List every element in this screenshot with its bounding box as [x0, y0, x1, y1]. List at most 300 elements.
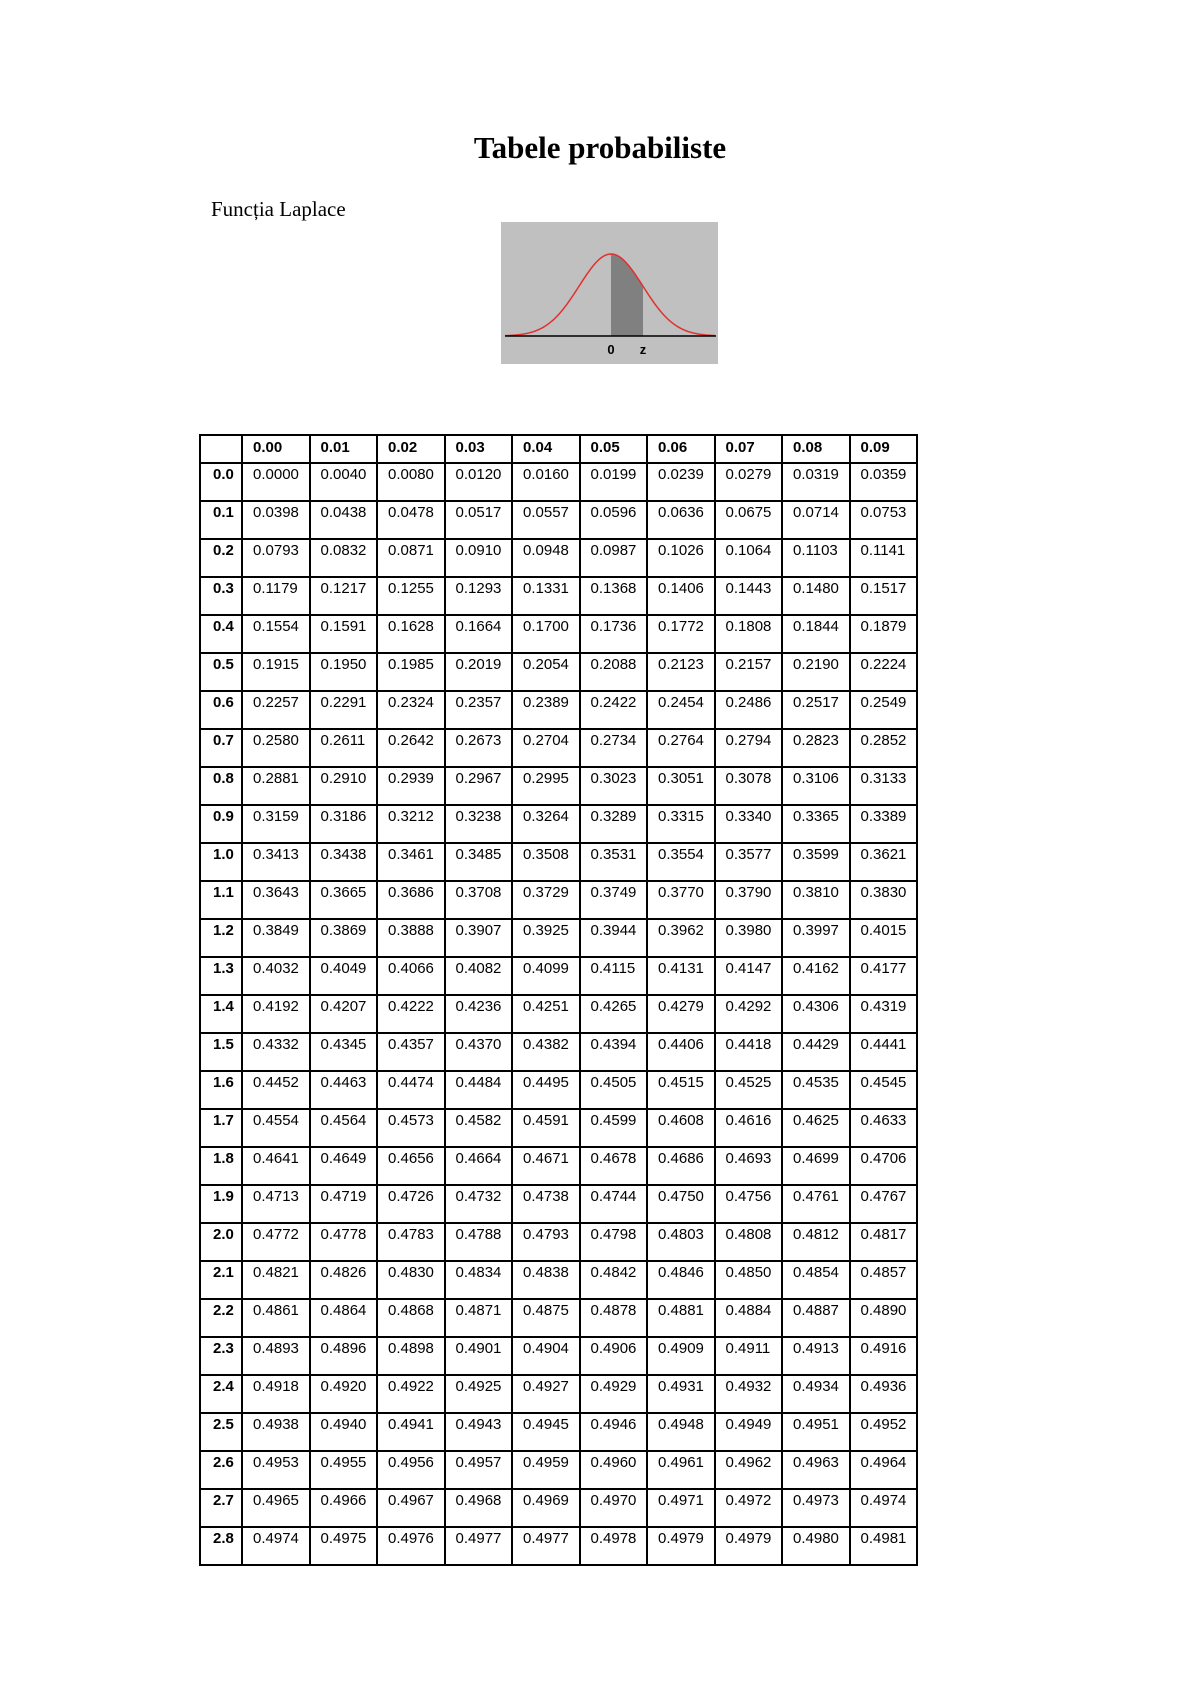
table-cell: 0.2794 [715, 729, 783, 767]
table-cell: 0.1700 [512, 615, 580, 653]
table-cell: 0.1736 [580, 615, 648, 653]
table-cell: 0.3849 [242, 919, 310, 957]
laplace-table [199, 434, 918, 1566]
table-cell: 0.4973 [782, 1489, 850, 1527]
row-header: 0.9 [200, 805, 242, 843]
table-cell: 0.4599 [580, 1109, 648, 1147]
table-cell: 0.4911 [715, 1337, 783, 1375]
table-cell: 0.4656 [377, 1147, 445, 1185]
table-cell: 0.1368 [580, 577, 648, 615]
row-header: 2.6 [200, 1451, 242, 1489]
table-cell: 0.4960 [580, 1451, 648, 1489]
table-cell: 0.4904 [512, 1337, 580, 1375]
column-header: 0.09 [850, 435, 918, 463]
table-cell: 0.2019 [445, 653, 513, 691]
table-cell: 0.4868 [377, 1299, 445, 1337]
table-cell: 0.4830 [377, 1261, 445, 1299]
table-cell: 0.0478 [377, 501, 445, 539]
table-cell: 0.4969 [512, 1489, 580, 1527]
table-cell: 0.3665 [310, 881, 378, 919]
column-header: 0.04 [512, 435, 580, 463]
table-cell: 0.3554 [647, 843, 715, 881]
table-cell: 0.4906 [580, 1337, 648, 1375]
table-cell: 0.3078 [715, 767, 783, 805]
table-cell: 0.4207 [310, 995, 378, 1033]
table-cell: 0.0596 [580, 501, 648, 539]
table-cell: 0.3413 [242, 843, 310, 881]
table-cell: 0.2734 [580, 729, 648, 767]
table-cell: 0.3770 [647, 881, 715, 919]
table-cell: 0.4981 [850, 1527, 918, 1565]
row-header: 1.1 [200, 881, 242, 919]
row-header: 0.4 [200, 615, 242, 653]
table-cell: 0.4918 [242, 1375, 310, 1413]
table-cell: 0.4418 [715, 1033, 783, 1071]
table-cell: 0.0040 [310, 463, 378, 501]
table-cell: 0.2642 [377, 729, 445, 767]
table-cell: 0.3186 [310, 805, 378, 843]
table-cell: 0.2123 [647, 653, 715, 691]
table-cell: 0.0000 [242, 463, 310, 501]
table-cell: 0.4952 [850, 1413, 918, 1451]
table-cell: 0.4573 [377, 1109, 445, 1147]
table-cell: 0.0239 [647, 463, 715, 501]
table-cell: 0.4015 [850, 919, 918, 957]
table-cell: 0.2454 [647, 691, 715, 729]
table-row [200, 577, 917, 615]
table-cell: 0.4936 [850, 1375, 918, 1413]
table-cell: 0.4812 [782, 1223, 850, 1261]
table-cell: 0.4591 [512, 1109, 580, 1147]
table-cell: 0.4941 [377, 1413, 445, 1451]
column-header: 0.08 [782, 435, 850, 463]
table-cell: 0.3980 [715, 919, 783, 957]
table-cell: 0.1879 [850, 615, 918, 653]
table-row [200, 1337, 917, 1375]
table-cell: 0.4878 [580, 1299, 648, 1337]
table-cell: 0.4977 [445, 1527, 513, 1565]
table-cell: 0.4633 [850, 1109, 918, 1147]
table-cell: 0.4192 [242, 995, 310, 1033]
table-cell: 0.2486 [715, 691, 783, 729]
table-cell: 0.3621 [850, 843, 918, 881]
table-cell: 0.0557 [512, 501, 580, 539]
table-cell: 0.4890 [850, 1299, 918, 1337]
table-cell: 0.4965 [242, 1489, 310, 1527]
table-cell: 0.4842 [580, 1261, 648, 1299]
table-cell: 0.3023 [580, 767, 648, 805]
table-cell: 0.3264 [512, 805, 580, 843]
table-cell: 0.4719 [310, 1185, 378, 1223]
table-cell: 0.4964 [850, 1451, 918, 1489]
table-cell: 0.1331 [512, 577, 580, 615]
table-cell: 0.2549 [850, 691, 918, 729]
table-cell: 0.4625 [782, 1109, 850, 1147]
table-cell: 0.1406 [647, 577, 715, 615]
column-header: 0.01 [310, 435, 378, 463]
table-cell: 0.4147 [715, 957, 783, 995]
table-cell: 0.4713 [242, 1185, 310, 1223]
table-cell: 0.1915 [242, 653, 310, 691]
row-header: 1.5 [200, 1033, 242, 1071]
table-cell: 0.2324 [377, 691, 445, 729]
table-cell: 0.0359 [850, 463, 918, 501]
table-cell: 0.4834 [445, 1261, 513, 1299]
table-cell: 0.3051 [647, 767, 715, 805]
table-cell: 0.4861 [242, 1299, 310, 1337]
table-cell: 0.4452 [242, 1071, 310, 1109]
table-cell: 0.4788 [445, 1223, 513, 1261]
table-cell: 0.1591 [310, 615, 378, 653]
table-cell: 0.4554 [242, 1109, 310, 1147]
table-cell: 0.4925 [445, 1375, 513, 1413]
table-cell: 0.4896 [310, 1337, 378, 1375]
table-cell: 0.4948 [647, 1413, 715, 1451]
table-cell: 0.0987 [580, 539, 648, 577]
row-header: 0.7 [200, 729, 242, 767]
table-cell: 0.4345 [310, 1033, 378, 1071]
table-cell: 0.4931 [647, 1375, 715, 1413]
table-cell: 0.3944 [580, 919, 648, 957]
table-cell: 0.4693 [715, 1147, 783, 1185]
table-cell: 0.3686 [377, 881, 445, 919]
page-title: Tabele probabiliste [473, 130, 727, 165]
table-cell: 0.0948 [512, 539, 580, 577]
table-cell: 0.3997 [782, 919, 850, 957]
table-cell: 0.4966 [310, 1489, 378, 1527]
table-row [200, 1451, 917, 1489]
table-cell: 0.4495 [512, 1071, 580, 1109]
row-header: 0.0 [200, 463, 242, 501]
table-cell: 0.0714 [782, 501, 850, 539]
table-cell: 0.4916 [850, 1337, 918, 1375]
table-cell: 0.3485 [445, 843, 513, 881]
row-header: 2.5 [200, 1413, 242, 1451]
column-header: 0.06 [647, 435, 715, 463]
row-header: 1.4 [200, 995, 242, 1033]
table-cell: 0.2291 [310, 691, 378, 729]
table-cell: 0.0517 [445, 501, 513, 539]
table-cell: 0.0910 [445, 539, 513, 577]
table-cell: 0.4871 [445, 1299, 513, 1337]
row-header: 0.5 [200, 653, 242, 691]
row-header: 1.6 [200, 1071, 242, 1109]
table-cell: 0.4951 [782, 1413, 850, 1451]
table-cell: 0.0753 [850, 501, 918, 539]
table-cell: 0.4641 [242, 1147, 310, 1185]
table-row [200, 1071, 917, 1109]
table-cell: 0.4976 [377, 1527, 445, 1565]
table-cell: 0.4162 [782, 957, 850, 995]
table-cell: 0.2910 [310, 767, 378, 805]
table-cell: 0.4564 [310, 1109, 378, 1147]
table-cell: 0.2673 [445, 729, 513, 767]
table-row [200, 1299, 917, 1337]
table-cell: 0.3869 [310, 919, 378, 957]
table-cell: 0.0636 [647, 501, 715, 539]
table-cell: 0.4922 [377, 1375, 445, 1413]
column-header: 0.00 [242, 435, 310, 463]
table-cell: 0.2357 [445, 691, 513, 729]
table-cell: 0.4938 [242, 1413, 310, 1451]
table-cell: 0.4887 [782, 1299, 850, 1337]
table-cell: 0.0199 [580, 463, 648, 501]
row-header: 0.1 [200, 501, 242, 539]
table-cell: 0.2852 [850, 729, 918, 767]
table-cell: 0.2257 [242, 691, 310, 729]
table-cell: 0.1293 [445, 577, 513, 615]
table-cell: 0.4957 [445, 1451, 513, 1489]
table-cell: 0.4959 [512, 1451, 580, 1489]
table-cell: 0.2190 [782, 653, 850, 691]
table-row [200, 501, 917, 539]
table-cell: 0.4750 [647, 1185, 715, 1223]
normal-curve-svg [501, 222, 718, 364]
table-cell: 0.4394 [580, 1033, 648, 1071]
table-cell: 0.4382 [512, 1033, 580, 1071]
table-cell: 0.2157 [715, 653, 783, 691]
table-cell: 0.4761 [782, 1185, 850, 1223]
table-cell: 0.4370 [445, 1033, 513, 1071]
table-cell: 0.4332 [242, 1033, 310, 1071]
table-cell: 0.4525 [715, 1071, 783, 1109]
table-cell: 0.3340 [715, 805, 783, 843]
table-cell: 0.1628 [377, 615, 445, 653]
table-row [200, 539, 917, 577]
table-cell: 0.4251 [512, 995, 580, 1033]
table-cell: 0.4909 [647, 1337, 715, 1375]
table-cell: 0.4946 [580, 1413, 648, 1451]
table-cell: 0.4732 [445, 1185, 513, 1223]
table-cell: 0.4236 [445, 995, 513, 1033]
column-header: 0.07 [715, 435, 783, 463]
table-cell: 0.2422 [580, 691, 648, 729]
table-cell: 0.1480 [782, 577, 850, 615]
table-cell: 0.4429 [782, 1033, 850, 1071]
table-cell: 0.4893 [242, 1337, 310, 1375]
table-cell: 0.0398 [242, 501, 310, 539]
row-header: 2.4 [200, 1375, 242, 1413]
table-cell: 0.3531 [580, 843, 648, 881]
table-row [200, 1109, 917, 1147]
row-header: 2.7 [200, 1489, 242, 1527]
table-cell: 0.4963 [782, 1451, 850, 1489]
table-cell: 0.4474 [377, 1071, 445, 1109]
table-cell: 0.4066 [377, 957, 445, 995]
table-cell: 0.4972 [715, 1489, 783, 1527]
table-cell: 0.3389 [850, 805, 918, 843]
table-cell: 0.4979 [715, 1527, 783, 1565]
table-cell: 0.1103 [782, 539, 850, 577]
table-cell: 0.4884 [715, 1299, 783, 1337]
table-row [200, 1223, 917, 1261]
table-cell: 0.4783 [377, 1223, 445, 1261]
table-cell: 0.2224 [850, 653, 918, 691]
table-cell: 0.2580 [242, 729, 310, 767]
table-cell: 0.1141 [850, 539, 918, 577]
table-cell: 0.4699 [782, 1147, 850, 1185]
table-cell: 0.4962 [715, 1451, 783, 1489]
table-cell: 0.4484 [445, 1071, 513, 1109]
table-cell: 0.1950 [310, 653, 378, 691]
table-cell: 0.4406 [647, 1033, 715, 1071]
table-corner-cell [200, 435, 242, 463]
table-cell: 0.3159 [242, 805, 310, 843]
table-cell: 0.4131 [647, 957, 715, 995]
table-cell: 0.4978 [580, 1527, 648, 1565]
table-cell: 0.3790 [715, 881, 783, 919]
table-cell: 0.1217 [310, 577, 378, 615]
column-header: 0.05 [580, 435, 648, 463]
table-cell: 0.3810 [782, 881, 850, 919]
table-cell: 0.0160 [512, 463, 580, 501]
table-cell: 0.4945 [512, 1413, 580, 1451]
table-cell: 0.4956 [377, 1451, 445, 1489]
table-cell: 0.0120 [445, 463, 513, 501]
row-header: 0.3 [200, 577, 242, 615]
table-cell: 0.4306 [782, 995, 850, 1033]
row-header: 1.2 [200, 919, 242, 957]
table-cell: 0.0319 [782, 463, 850, 501]
table-cell: 0.2088 [580, 653, 648, 691]
table-row [200, 1261, 917, 1299]
table-row [200, 1147, 917, 1185]
row-header: 1.3 [200, 957, 242, 995]
table-cell: 0.4357 [377, 1033, 445, 1071]
axis-label-z: z [639, 342, 647, 357]
table-cell: 0.3643 [242, 881, 310, 919]
table-cell: 0.4875 [512, 1299, 580, 1337]
row-header: 1.8 [200, 1147, 242, 1185]
table-cell: 0.4920 [310, 1375, 378, 1413]
table-cell: 0.4955 [310, 1451, 378, 1489]
table-cell: 0.4974 [850, 1489, 918, 1527]
table-row [200, 691, 917, 729]
table-cell: 0.4772 [242, 1223, 310, 1261]
table-cell: 0.1517 [850, 577, 918, 615]
table-row [200, 843, 917, 881]
table-cell: 0.2823 [782, 729, 850, 767]
table-cell: 0.4706 [850, 1147, 918, 1185]
table-cell: 0.4319 [850, 995, 918, 1033]
table-cell: 0.4980 [782, 1527, 850, 1565]
table-cell: 0.2389 [512, 691, 580, 729]
table-cell: 0.4929 [580, 1375, 648, 1413]
table-cell: 0.2764 [647, 729, 715, 767]
table-cell: 0.4943 [445, 1413, 513, 1451]
table-row [200, 1489, 917, 1527]
table-cell: 0.3315 [647, 805, 715, 843]
table-row [200, 1413, 917, 1451]
table-cell: 0.4826 [310, 1261, 378, 1299]
table-cell: 0.4803 [647, 1223, 715, 1261]
table-cell: 0.4854 [782, 1261, 850, 1299]
table-cell: 0.4726 [377, 1185, 445, 1223]
table-cell: 0.4857 [850, 1261, 918, 1299]
table-cell: 0.4756 [715, 1185, 783, 1223]
table-cell: 0.3238 [445, 805, 513, 843]
table-cell: 0.4778 [310, 1223, 378, 1261]
table-cell: 0.0279 [715, 463, 783, 501]
table-cell: 0.0832 [310, 539, 378, 577]
table-cell: 0.4898 [377, 1337, 445, 1375]
table-row [200, 1527, 917, 1565]
table-cell: 0.1664 [445, 615, 513, 653]
table-cell: 0.4974 [242, 1527, 310, 1565]
table-cell: 0.4838 [512, 1261, 580, 1299]
table-cell: 0.3599 [782, 843, 850, 881]
table-cell: 0.4953 [242, 1451, 310, 1489]
table-cell: 0.4082 [445, 957, 513, 995]
row-header: 1.0 [200, 843, 242, 881]
table-cell: 0.4864 [310, 1299, 378, 1337]
table-cell: 0.4881 [647, 1299, 715, 1337]
row-header: 1.7 [200, 1109, 242, 1147]
table-cell: 0.4850 [715, 1261, 783, 1299]
table-row [200, 957, 917, 995]
table-cell: 0.4744 [580, 1185, 648, 1223]
table-cell: 0.4808 [715, 1223, 783, 1261]
table-row [200, 919, 917, 957]
row-header: 0.2 [200, 539, 242, 577]
table-cell: 0.0080 [377, 463, 445, 501]
table-cell: 0.4961 [647, 1451, 715, 1489]
table-row [200, 805, 917, 843]
table-cell: 0.4975 [310, 1527, 378, 1565]
table-cell: 0.4608 [647, 1109, 715, 1147]
table-cell: 0.2967 [445, 767, 513, 805]
table-row [200, 653, 917, 691]
table-cell: 0.2054 [512, 653, 580, 691]
table-cell: 0.4582 [445, 1109, 513, 1147]
column-header: 0.03 [445, 435, 513, 463]
table-row [200, 1375, 917, 1413]
table-cell: 0.4279 [647, 995, 715, 1033]
table-cell: 0.4222 [377, 995, 445, 1033]
row-header: 2.2 [200, 1299, 242, 1337]
table-cell: 0.4664 [445, 1147, 513, 1185]
table-cell: 0.1772 [647, 615, 715, 653]
table-cell: 0.4678 [580, 1147, 648, 1185]
table-cell: 0.4738 [512, 1185, 580, 1223]
table-row [200, 767, 917, 805]
table-cell: 0.4932 [715, 1375, 783, 1413]
table-cell: 0.2704 [512, 729, 580, 767]
table-cell: 0.4115 [580, 957, 648, 995]
table-cell: 0.4649 [310, 1147, 378, 1185]
table-cell: 0.4177 [850, 957, 918, 995]
table-cell: 0.3212 [377, 805, 445, 843]
row-header: 2.0 [200, 1223, 242, 1261]
table-row [200, 995, 917, 1033]
table-cell: 0.3461 [377, 843, 445, 881]
table-cell: 0.4535 [782, 1071, 850, 1109]
table-cell: 0.3749 [580, 881, 648, 919]
table-cell: 0.4545 [850, 1071, 918, 1109]
table-cell: 0.3925 [512, 919, 580, 957]
table-cell: 0.0871 [377, 539, 445, 577]
table-cell: 0.3106 [782, 767, 850, 805]
table-row [200, 729, 917, 767]
table-cell: 0.0438 [310, 501, 378, 539]
table-cell: 0.4463 [310, 1071, 378, 1109]
table-cell: 0.4265 [580, 995, 648, 1033]
table-cell: 0.3133 [850, 767, 918, 805]
table-cell: 0.4817 [850, 1223, 918, 1261]
table-cell: 0.4767 [850, 1185, 918, 1223]
table-cell: 0.3438 [310, 843, 378, 881]
row-header: 2.3 [200, 1337, 242, 1375]
